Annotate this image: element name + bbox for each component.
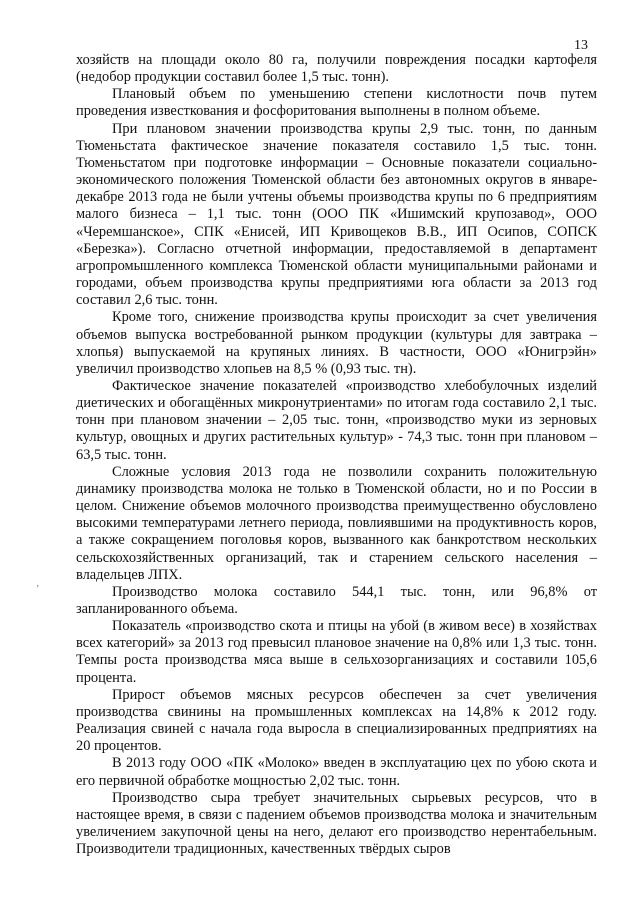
paragraph-bakery-flour: Фактическое значение показателей «производство хлебобулочных изделий диетических и обогащённых микронутриентами» по итогам года составило 2,1 тыс. тонн при плановом значении – 2,05 тыс. тонн, «производство муки из зерновых культур, овощных и других растительных культур» - 74,3 тыс. тонн при плановом – 63,5 тыс. тонн. bbox=[76, 377, 597, 463]
paragraph-groats-production: При плановом значении производства крупы 2,9 тыс. тонн, по данным Тюменьстата фактическое значение показателя составило 1,5 тыс. тонн. Тюменьстатом при подготовке информации – Основные показатели социально-экономического положения Тюменской области без автономных округов в январе-декабре 2013 года не были учтены объемы производства крупы по 6 предприятиям малого бизнеса – 1,1 тыс. тонн (ООО ПК «Ишимский крупозавод», ООО «Черемшанское», СПК «Енисей, ИП Кривощеков В.В., ИП Осипов, СОПСК «Березка»). Согласно отчетной информации, предоставляемой в департамент агропромышленного комплекса Тюменской области муниципальными районами и городами, объем производства крупы предприятиями юга области за 2013 год составил 2,6 тыс. тонн. bbox=[76, 120, 597, 309]
margin-mark: ‚ bbox=[36, 578, 40, 589]
paragraph-cheese: Производство сыра требует значительных сырьевых ресурсов, что в настоящее время, в связи с падением объемов производства молока и значительным увеличением закупочной цены на него, делают его производство нерентабельным. Производители традиционных, качественных твёрдых сыров bbox=[76, 789, 597, 858]
paragraph-soil-acidity: Плановый объем по уменьшению степени кислотности почв путем проведения известкования и фосфоритования выполнены в полном объеме. bbox=[76, 86, 597, 120]
paragraph-livestock: Показатель «производство скота и птицы на убой (в живом весе) в хозяйствах всех категорий» за 2013 год превысил плановое значение на 0,8% или 1,3 тыс. тонн. Темпы роста производства мяса выше в сельхозорганизациях и составили 105,6 процента. bbox=[76, 618, 597, 686]
paragraph-potato-damage: хозяйств на площади около 80 га, получили повреждения посадки картофеля (недобор продукции составил более 1,5 тыс. тонн). bbox=[76, 52, 597, 86]
paragraph-milk-volume: Производство молока составило 544,1 тыс. тонн, или 96,8% от запланированного объема. bbox=[76, 583, 597, 617]
page-number: 13 bbox=[574, 38, 588, 53]
document-body bbox=[76, 52, 597, 858]
paragraph-groats-decline: Кроме того, снижение производства крупы происходит за счет увеличения объемов выпуска востребованной рынком продукции (культуры для завтрака – хлопья) выпускаемой на крупяных линиях. В частности, ООО «Юнигрэйн» увеличил производство хлопьев на 8,5 % (0,93 тыс. тн). bbox=[76, 309, 597, 377]
paragraph-slaughter-shop: В 2013 году ООО «ПК «Молоко» введен в эксплуатацию цех по убою скота и его первичной обработке мощностью 2,02 тыс. тонн. bbox=[76, 755, 597, 789]
paragraph-milk-conditions: Сложные условия 2013 года не позволили сохранить положительную динамику производства молока не только в Тюменской области, но и по России в целом. Снижение объемов молочного производства преимущественно обусловлено высокими температурами летнего периода, повлиявшими на продуктивность коров, а также сокращением поголовья коров, вызванного как банкротством нескольких сельскохозяйственных организаций, так и старением сельского населения – владельцев ЛПХ. bbox=[76, 463, 597, 583]
paragraph-meat-resources: Прирост объемов мясных ресурсов обеспечен за счет увеличения производства свинины на промышленных комплексах на 14,8% к 2012 году. Реализация свиней с начала года выросла в специализированных предприятиях на 20 процентов. bbox=[76, 686, 597, 755]
